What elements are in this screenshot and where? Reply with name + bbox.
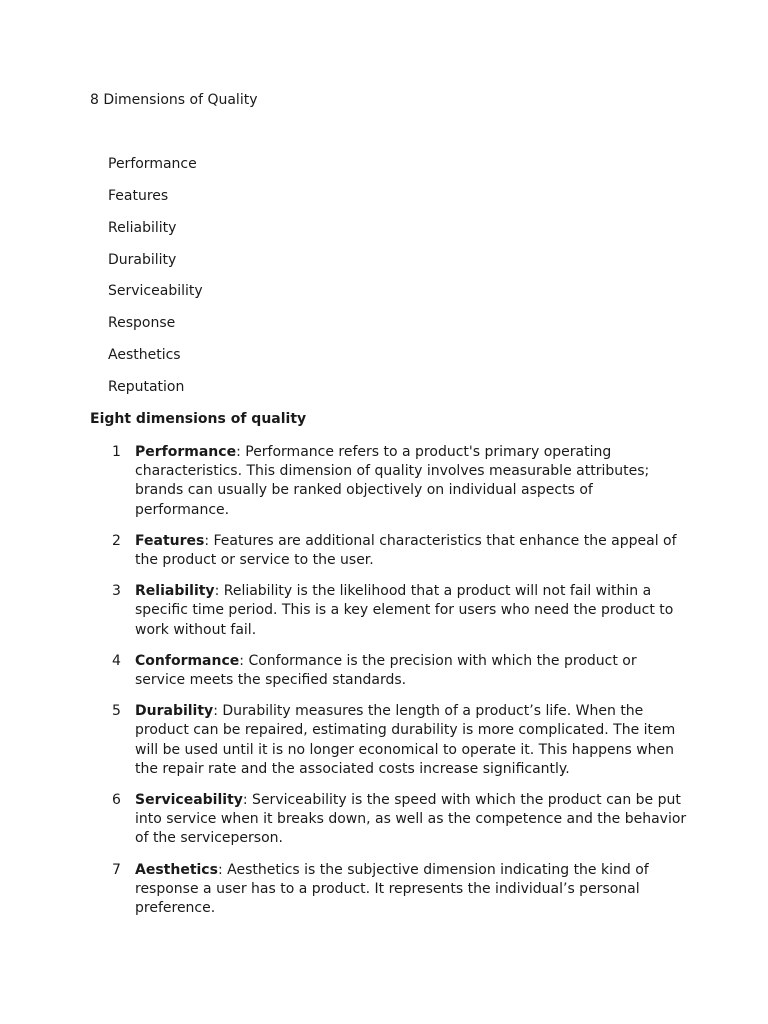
item-number: 6 xyxy=(112,792,121,809)
section-heading: Eight dimensions of quality xyxy=(90,411,307,427)
item-term: Features xyxy=(135,532,205,549)
dimension-detail-item xyxy=(90,532,690,570)
dimension-list-item: Reliability xyxy=(108,219,177,236)
item-description: : Features are additional characteristics that enhance the appeal of the product or service to the user. xyxy=(135,532,677,569)
dimension-detail-item xyxy=(90,582,690,640)
dimension-detail-list xyxy=(90,443,690,930)
item-number: 1 xyxy=(112,444,121,460)
item-description: : Reliability is the likelihood that a product will not fail within a specific time period. This is a key element for users who need the product to work without fail. xyxy=(135,583,674,638)
item-number: 5 xyxy=(112,703,121,720)
item-description: : Performance refers to a product's primary operating characteristics. This dimension of quality involves measurable attributes; brands can usually be ranked objectively on individual aspects of performance. xyxy=(135,444,650,518)
item-term: Aesthetics xyxy=(135,861,218,878)
dimension-list-item: Aesthetics xyxy=(108,347,181,364)
document-title: 8 Dimensions of Quality xyxy=(90,92,258,108)
dimension-list-item: Durability xyxy=(108,251,177,268)
dimension-list-item: Response xyxy=(108,315,176,332)
item-term: Durability xyxy=(135,703,214,720)
dimension-detail-item xyxy=(90,652,690,690)
item-number: 4 xyxy=(112,652,121,669)
item-term: Serviceability xyxy=(135,792,243,809)
dimension-detail-item xyxy=(90,702,690,779)
item-description: : Aesthetics is the subjective dimension indicating the kind of response a user has to a product. It represents the individual’s personal preference. xyxy=(135,861,649,917)
item-description: : Durability measures the length of a product’s life. When the product can be repaired, estimating durability is more complicated. The item will be used until it is no longer economical to operate it. This happens when the repair rate and the associated costs increase significantly. xyxy=(135,703,676,777)
dimension-list-item: Reputation xyxy=(108,379,185,396)
dimension-list-item: Serviceability xyxy=(108,283,203,300)
item-description: : Conformance is the precision with which the product or service meets the specified standards. xyxy=(135,652,637,689)
item-term: Reliability xyxy=(135,583,215,600)
item-number: 2 xyxy=(112,532,121,549)
dimension-detail-item xyxy=(90,861,690,919)
dimension-list xyxy=(108,155,203,410)
dimension-detail-item xyxy=(90,791,690,849)
item-term: Conformance xyxy=(135,652,240,669)
item-description: : Serviceability is the speed with which the product can be put into service when it breaks down, as well as the competence and the behavior of the serviceperson. xyxy=(135,792,687,847)
item-number: 3 xyxy=(112,583,121,600)
item-number: 7 xyxy=(112,861,121,878)
dimension-list-item: Features xyxy=(108,187,169,204)
dimension-list-item: Performance xyxy=(108,156,197,172)
item-term: Performance xyxy=(135,444,237,460)
dimension-detail-item xyxy=(90,443,690,520)
